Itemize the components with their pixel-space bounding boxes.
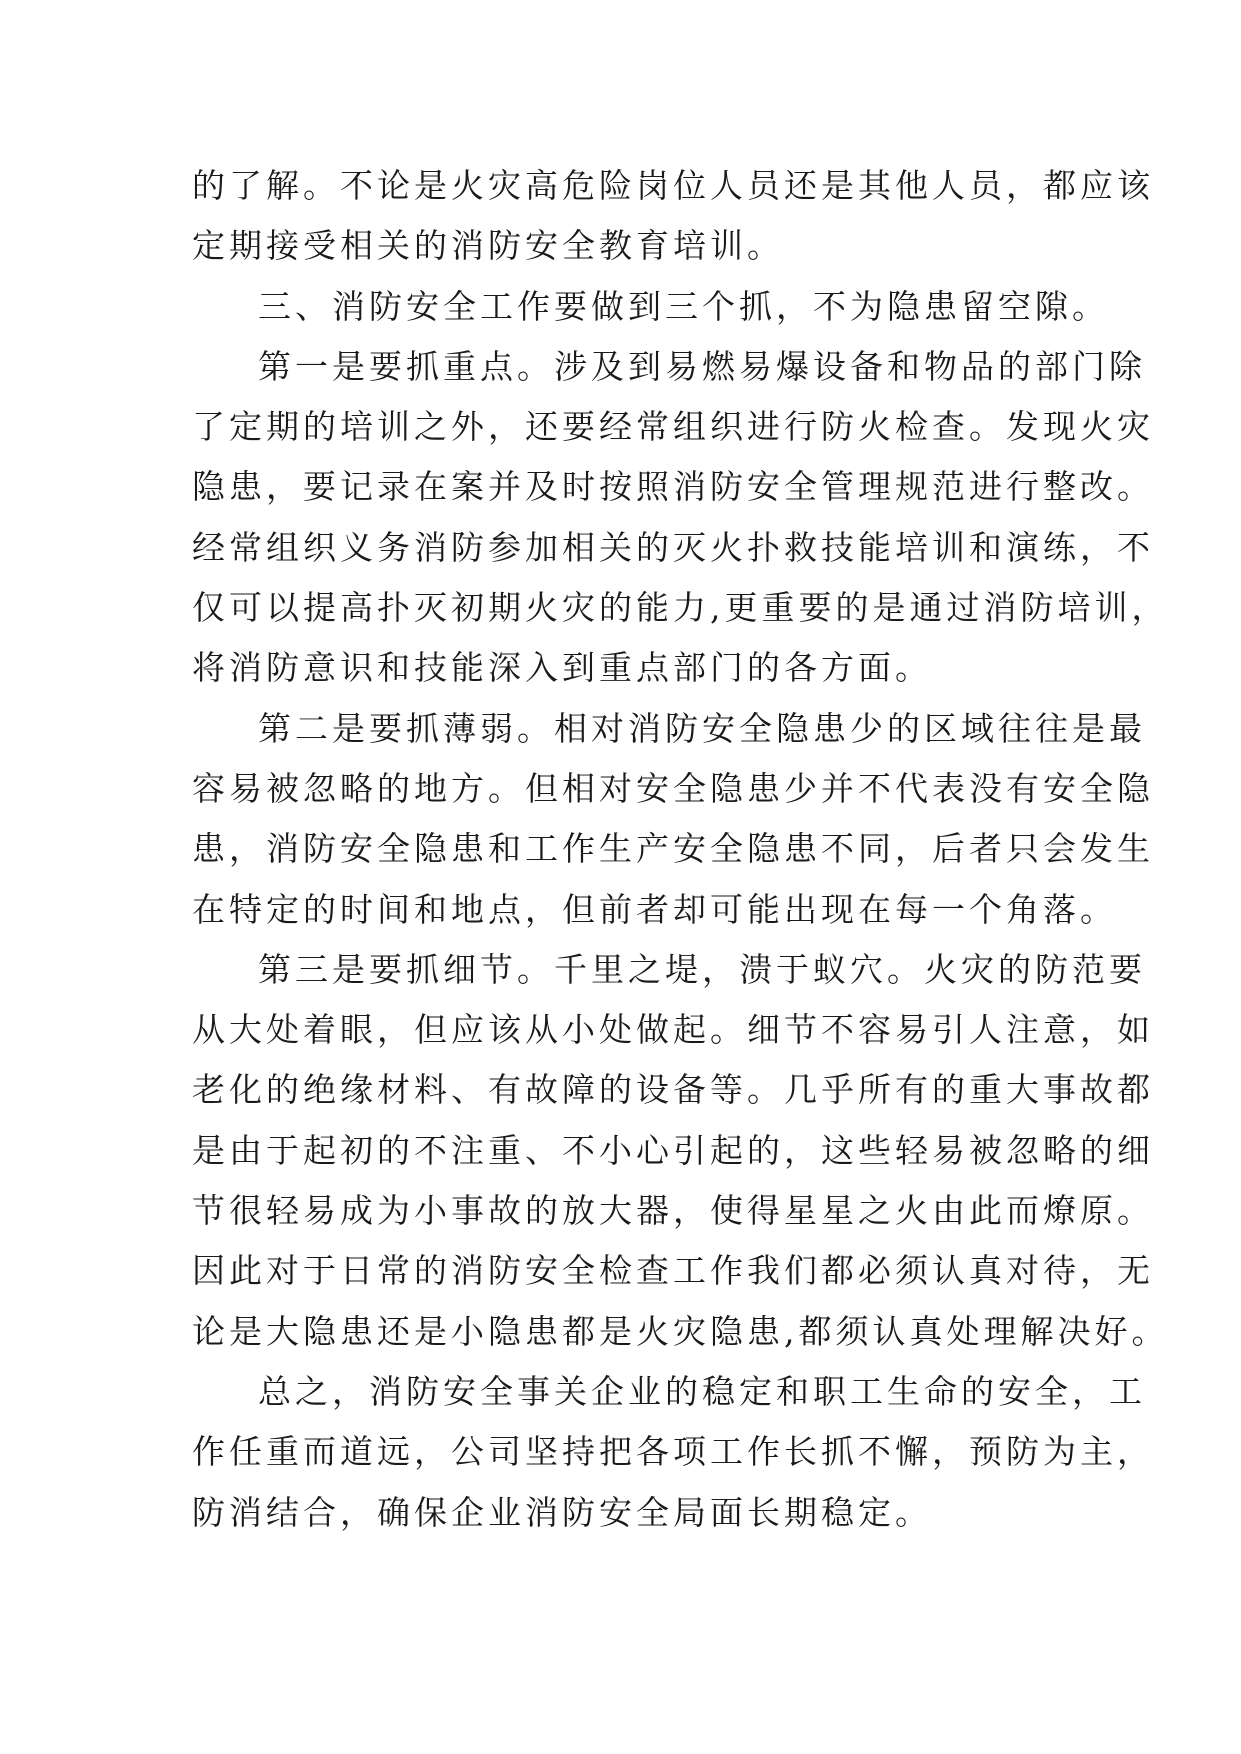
section-heading — [192, 277, 1109, 337]
text-line: 的了解。不论是火灾高危险岗位人员还是其他人员，都应该 — [192, 166, 1154, 205]
text-line: 第一是要抓重点。涉及到易燃易爆设备和物品的部门除 — [258, 346, 1146, 386]
text-line: 患，消防安全隐患和工作生产安全隐患不同，后者只会发生 — [192, 829, 1154, 869]
paragraph-continuation — [192, 156, 1154, 277]
text-line: 是由于起初的不注重、不小心引起的，这些轻易被忽略的细 — [192, 1130, 1154, 1170]
paragraph-details — [192, 940, 1169, 1362]
text-line: 老化的绝缘材料、有故障的设备等。几乎所有的重大事故都 — [192, 1070, 1154, 1110]
text-line: 作任重而道远，公司坚持把各项工作长抓不懈，预防为主， — [192, 1432, 1154, 1472]
text-line: 总之，消防安全事关企业的稳定和职工生命的安全，工 — [258, 1371, 1146, 1411]
text-line: 将消防意识和技能深入到重点部门的各方面。 — [192, 648, 932, 688]
text-line: 从大处着眼，但应该从小处做起。细节不容易引人注意，如 — [192, 1010, 1154, 1050]
text-line: 经常组织义务消防参加相关的灭火扑救技能培训和演练，不 — [192, 527, 1154, 567]
paragraph-conclusion — [192, 1362, 1154, 1543]
text-line: 定期接受相关的消防安全教育培训。 — [192, 226, 784, 266]
text-line: 仅可以提高扑灭初期火灾的能力,更重要的是通过消防培训， — [192, 588, 1169, 628]
text-line: 防消结合，确保企业消防安全局面长期稳定。 — [192, 1492, 932, 1532]
text-line: 三、消防安全工作要做到三个抓，不为隐患留空隙。 — [258, 286, 1109, 326]
text-line: 容易被忽略的地方。但相对安全隐患少并不代表没有安全隐 — [192, 768, 1154, 808]
paragraph-focus-points — [192, 337, 1169, 699]
document-body — [192, 156, 1169, 1543]
text-line: 论是大隐患还是小隐患都是火灾隐患,都须认真处理解决好。 — [192, 1311, 1169, 1351]
text-line: 隐患，要记录在案并及时按照消防安全管理规范进行整改。 — [192, 467, 1154, 507]
text-line: 第二是要抓薄弱。相对消防安全隐患少的区域往往是最 — [258, 708, 1146, 748]
text-line: 在特定的时间和地点，但前者却可能出现在每一个角落。 — [192, 889, 1117, 929]
text-line: 第三是要抓细节。千里之堤，溃于蚁穴。火灾的防范要 — [258, 949, 1146, 989]
text-line: 因此对于日常的消防安全检查工作我们都必须认真对待，无 — [192, 1251, 1154, 1291]
text-line: 节很轻易成为小事故的放大器，使得星星之火由此而燎原。 — [192, 1191, 1154, 1231]
paragraph-weak-areas — [192, 699, 1154, 940]
text-line: 了定期的培训之外，还要经常组织进行防火检查。发现火灾 — [192, 407, 1154, 447]
